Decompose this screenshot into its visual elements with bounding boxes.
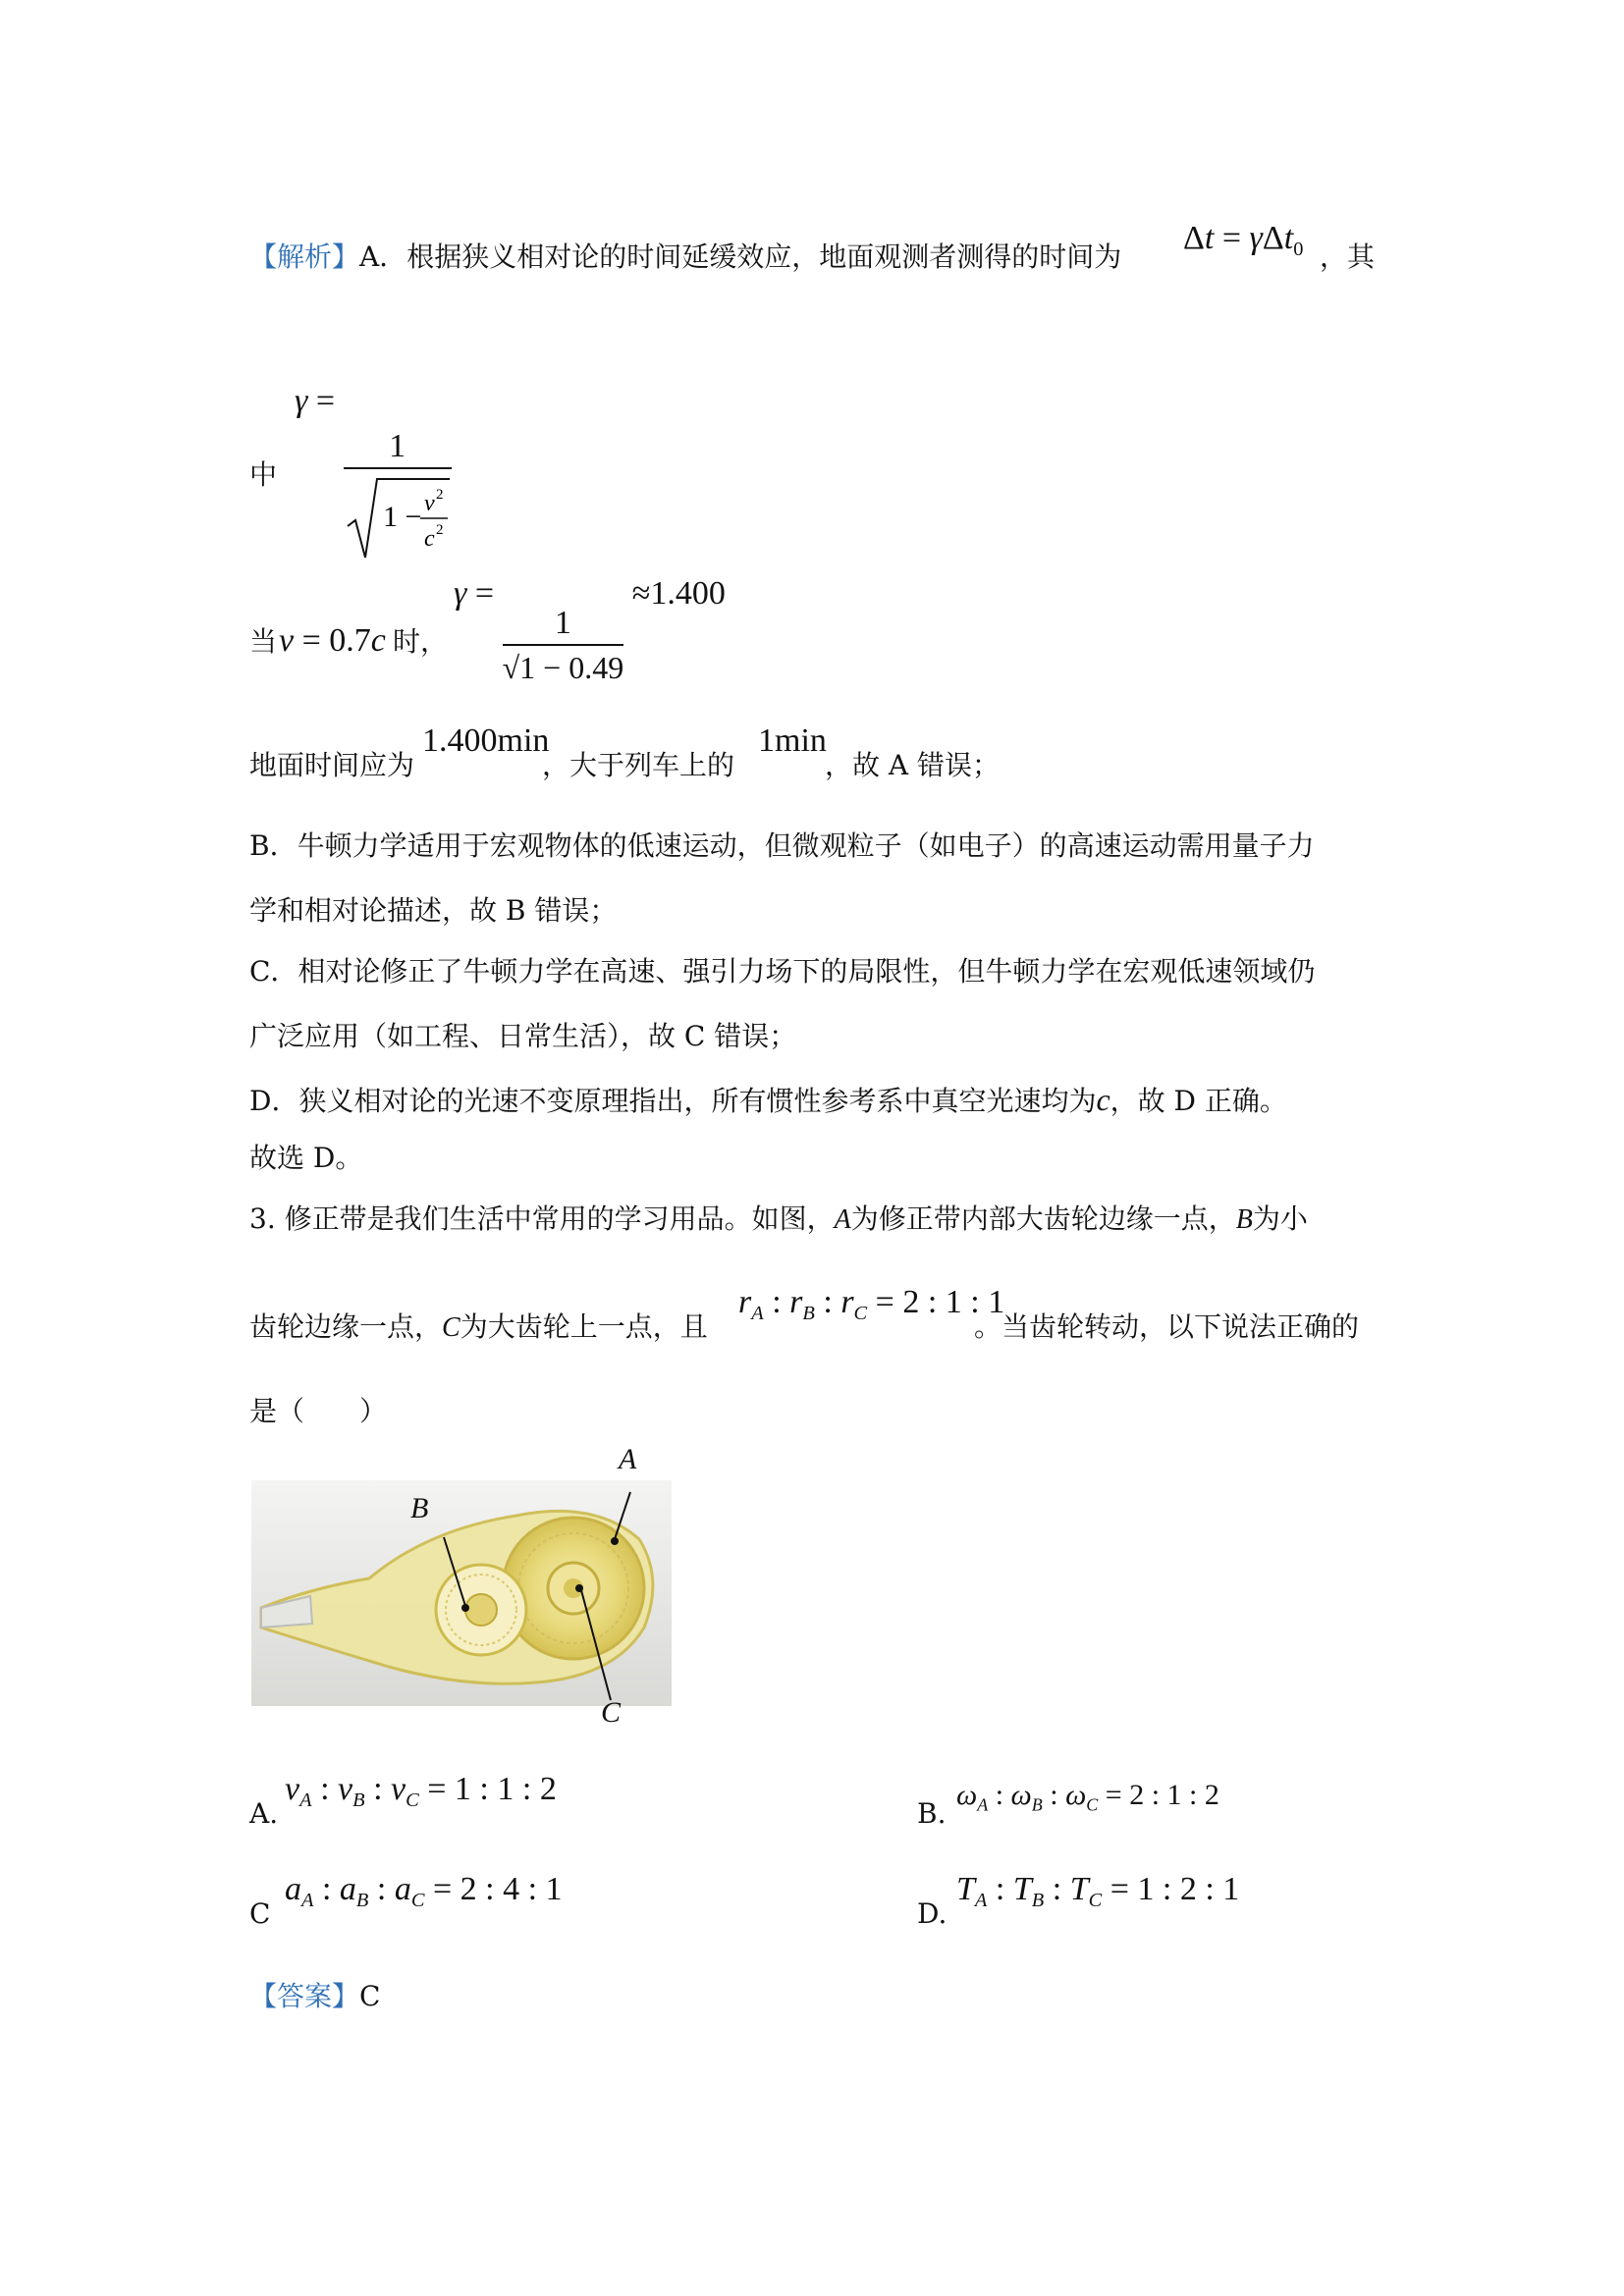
answer-tag: 【答案】 [249,1980,360,2012]
formula-gamma-value: γ = $\frac{1}{√1 - 0.49}$ ≈1.400 [454,575,726,685]
formula-1400min: 1.400min [422,722,550,759]
figure-label-b: B [410,1492,429,1524]
q3-line2-pre: 齿轮边缘一点，C为大齿轮上一点，且 [249,1310,708,1343]
answer-value: C [359,1980,381,2012]
analysis-c-line2: 广泛应用（如工程、日常生活），故 C 错误； [249,1020,797,1052]
analysis-tag: 【解析】 [249,240,360,273]
option-b-formula: $\omega_A$ : $\omega_B$ : $\omega_C = 2$ : 1 : 2 [956,1779,1219,1815]
analysis-c-line1: C．相对论修正了牛顿力学在高速、强引力场下的局限性，但牛顿力学在宏观低速领域仍 [249,955,1316,988]
correction-tape-figure [251,1480,672,1706]
analysis-line-a [249,240,1122,273]
formula-gamma-definition: γ = 1 1 − v 2 c 2 [295,385,452,560]
option-a-formula: $v_A$ : $v_B$ : $v_C = 1$ : 1 : 2 [285,1771,557,1812]
analysis-d-line1: D．狭义相对论的光速不变原理指出，所有惯性参考系中真空光速均为c，故 D 正确。 [249,1082,1287,1117]
analysis-d-pre: D．狭义相对论的光速不变原理指出，所有惯性参考系中真空光速均为 [249,1085,1097,1117]
formula-1min: 1min [758,722,827,759]
formula-time-dilation: Δt = γΔt$_0$ [1183,220,1304,261]
analysis-a-tail: ，其 [1320,240,1376,273]
analysis-a-ground: 地面时间应为 [249,749,415,781]
svg-text:c: c [423,526,435,552]
q3-line2-post: 。当齿轮转动，以下说法正确的 [974,1310,1360,1343]
svg-text:2: 2 [435,487,444,503]
analysis-a-wrong: ，故 A 错误； [825,749,1001,781]
figure-label-c: C [601,1696,622,1729]
analysis-a-intro: A．根据狭义相对论的时间延缓效应，地面观测者测得的时间为 [359,240,1122,273]
answer-line [249,1980,381,2012]
option-c-formula: $a_A$ : $a_B$ : $a_C = 2$ : 4 : 1 [285,1871,563,1912]
svg-text:2: 2 [435,522,444,538]
correction-tape-image [251,1480,672,1706]
gamma-value: ≈1.400 [631,575,726,612]
formula-ratio-r: $r_A$ : $r_B$ : $r_C = 2$ : 1 : 1 [738,1284,1005,1325]
q3-line1: 3. 修正带是我们生活中常用的学习用品。如图，A为修正带内部大齿轮边缘一点，B为小 [249,1202,1308,1235]
q3-line3: 是（ ） [249,1395,388,1427]
svg-text:1 −: 1 − [382,501,422,533]
option-c-label: C [249,1897,271,1930]
option-d-formula: $T_A$ : $T_B$ : $T_C = 1$ : 2 : 1 [956,1871,1240,1912]
analysis-a-zhong: 中 [249,458,278,491]
analysis-conclusion: 故选 D。 [249,1142,363,1174]
analysis-b-line1: B．牛顿力学适用于宏观物体的低速运动，但微观粒子（如电子）的高速运动需用量子力 [249,829,1315,862]
option-b-label: B. [917,1797,947,1830]
analysis-a-dang: 当 [249,625,278,658]
analysis-a-bigger: ，大于列车上的 [542,749,735,781]
sqrt-sign-icon [344,475,452,560]
analysis-b-line2: 学和相对论描述，故 B 错误； [249,894,618,927]
svg-text:v: v [423,491,435,516]
analysis-d-post: ，故 D 正确。 [1110,1085,1287,1117]
option-a-label: A. [249,1797,279,1830]
option-d-label: D. [917,1897,947,1930]
analysis-a-shi: 时， [393,625,449,658]
figure-label-a: A [619,1443,637,1475]
formula-v-07c: v = 0.7c [279,622,386,659]
